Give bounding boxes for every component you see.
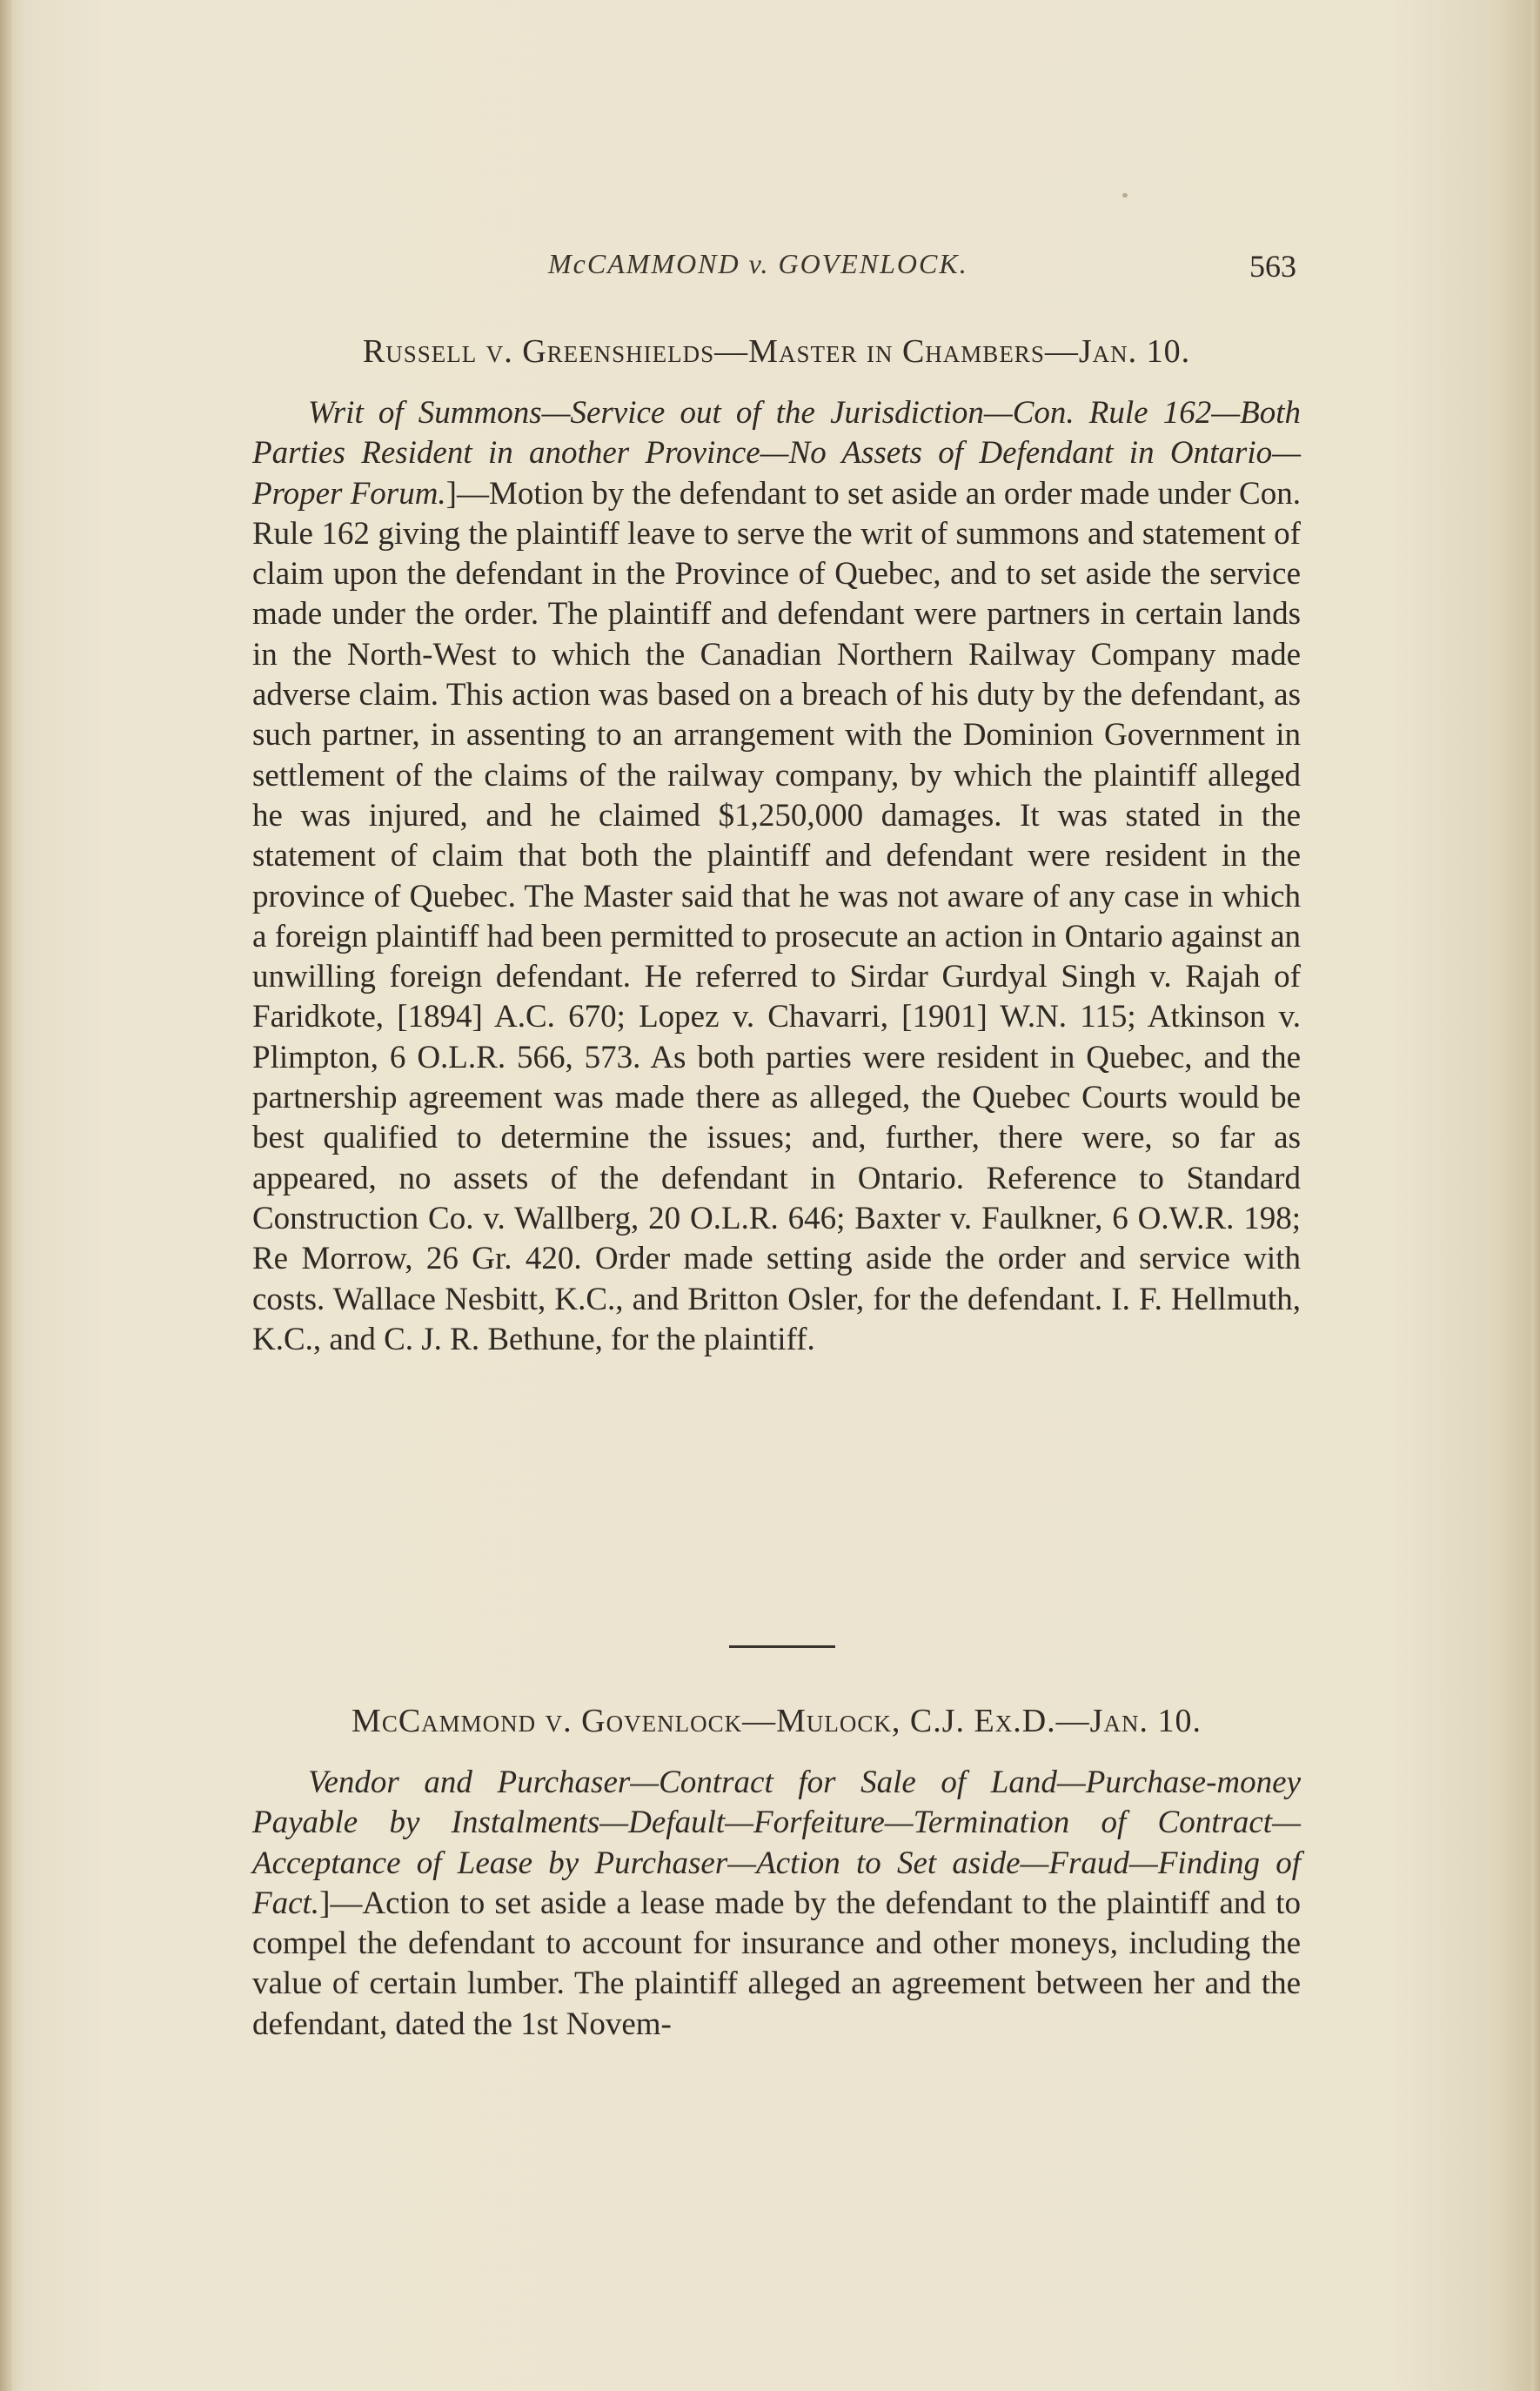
- case-text: [252, 1763, 1301, 2045]
- page-right-edge: [1531, 0, 1540, 2391]
- running-title: McCAMMOND v. GOVENLOCK.: [548, 248, 968, 279]
- paper-speck: [1122, 193, 1128, 198]
- case-headnote: Writ of Summons—Service out of the Jurisdiction—Con. Rule 162—Both Parties Resident in another Province—No Assets of Defendant in Ontario—Proper Forum.: [252, 395, 1301, 512]
- running-head: [252, 248, 1296, 291]
- page-number: 563: [1249, 249, 1296, 284]
- case-heading: McCammond v. Govenlock—Mulock, C.J. Ex.D.—Jan. 10.: [352, 1703, 1202, 1739]
- case-russell-v-greenshields: [252, 332, 1301, 1360]
- case-headnote: Vendor and Purchaser—Contract for Sale of Land—Purchase-money Payable by Instalments—Default—Forfeiture—Termination of Contract—Acceptance of Lease by Purchaser—Action to Set aside—Fraud—Finding of Fact.: [252, 1765, 1301, 1921]
- section-divider: [729, 1645, 835, 1648]
- case-body: ]—Action to set aside a lease made by the defendant to the plaintiff and to compel the defendant to account for insurance and other moneys, including the value of certain lumber. The plaintiff alleged an agreement between her and the defendant, dated the 1st Novem-: [252, 1885, 1301, 2042]
- case-heading: Russell v. Greenshields—Master in Chambers—Jan. 10.: [362, 333, 1191, 370]
- page-left-edge: [0, 0, 12, 2391]
- case-body: ]—Motion by the defendant to set aside an order made under Con. Rule 162 giving the plaintiff leave to serve the writ of summons and statement of claim upon the defendant in the Province of Quebec, and to set aside the service made under the order. The plaintiff and defendant were partners in certain lands in the North-West to which the Canadian Northern Railway Company made adverse claim. This action was based on a breach of his duty by the defendant, as such partner, in assenting to an arrangement with the Dominion Government in settlement of the claims of the railway company, by which the plaintiff alleged he was injured, and he claimed $1,250,000 damages. It was stated in the statement of claim that both the plaintiff and defendant were resident in the province of Quebec. The Master said that he was not aware of any case in which a foreign plaintiff had been permitted to prosecute an action in Ontario against an unwilling foreign defendant. He referred to Sirdar Gurdyal Singh v. Rajah of Faridkote, [1894] A.C. 670; Lopez v. Chavarri, [1901] W.N. 115; Atkinson v. Plimpton, 6 O.L.R. 566, 573. As both parties were resident in Quebec, and the partnership agreement was made there as alleged, the Quebec Courts would be best qualified to determine the issues; and, further, there were, so far as appeared, no assets of the defendant in Ontario. Reference to Standard Construction Co. v. Wallberg, 20 O.L.R. 646; Baxter v. Faulkner, 6 O.W.R. 198; Re Morrow, 26 Gr. 420. Order made setting aside the order and service with costs. Wallace Nesbitt, K.C., and Britton Osler, for the defendant. I. F. Hellmuth, K.C., and C. J. R. Bethune, for the plaintiff.: [252, 475, 1301, 1357]
- case-text: [252, 393, 1301, 1360]
- case-mccammond-v-govenlock: [252, 1702, 1301, 2045]
